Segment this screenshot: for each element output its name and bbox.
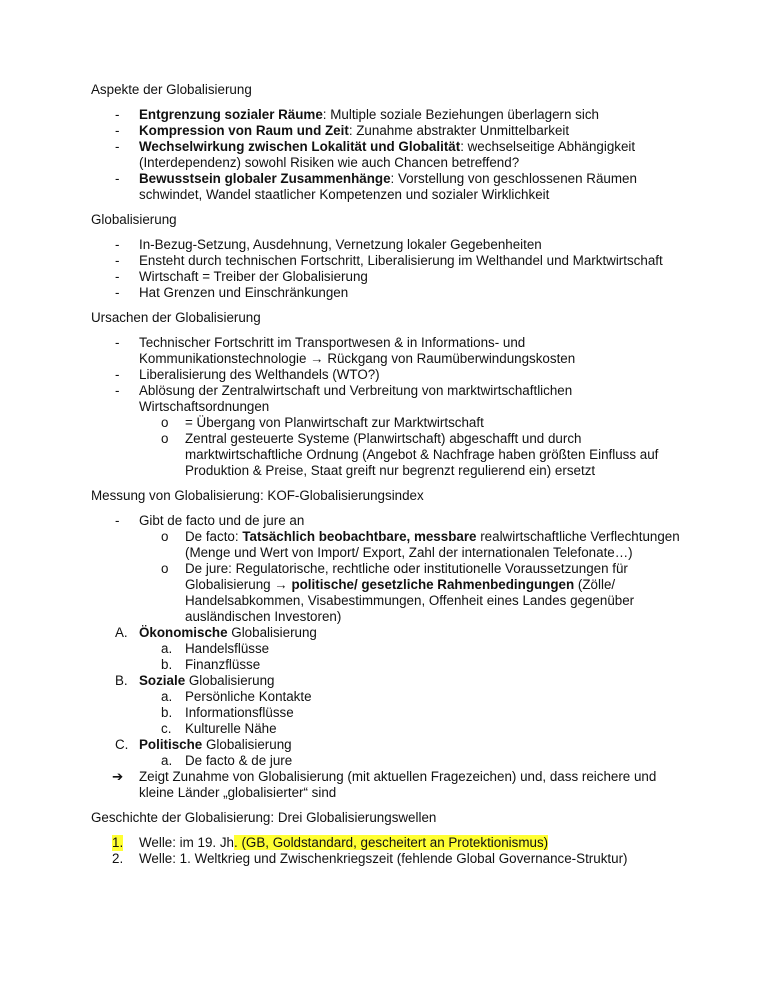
- section-geschichte: [91, 810, 691, 867]
- heading-messung: Messung von Globalisierung: KOF-Globalisierungsindex: [91, 488, 424, 503]
- sub-item: a. Handelsflüsse: [161, 641, 270, 656]
- list-item: - Wirtschaft = Treiber der Globalisierung: [115, 269, 368, 284]
- sub-item: a. De facto & de jure: [161, 753, 293, 768]
- dash-marker: -: [115, 335, 120, 350]
- alpha-item-c: C. Politische Globalisierung: [115, 737, 292, 752]
- sub-list-item: o De facto: Tatsächlich beobachtbare, messbare realwirtschaftliche Verflechtungen (Menge und Wert von Import/ Export, Zahl der internationalen Telefonate…): [161, 529, 680, 560]
- list-item: - Bewusstsein globaler Zusammenhänge: Vorstellung von geschlossenen Räumen schwindet, Wandel staatlicher Kompetenzen und sozialer Wirklichkeit: [115, 171, 637, 202]
- conclusion-item: ➔ Zeigt Zunahme von Globalisierung (mit aktuellen Fragezeichen) und, dass reichere und kleine Länder „globalisierter“ sind: [112, 769, 657, 800]
- dash-marker: -: [115, 383, 120, 398]
- list-item: - Wechselwirkung zwischen Lokalität und Globalität: wechselseitige Abhängigkeit (Interdependenz) sowohl Risiken wie auch Chancen betreffend?: [115, 139, 636, 170]
- sub-list-item: o De jure: Regulatorische, rechtliche oder institutionelle Voraussetzungen für Globalisierung → politische/ gesetzliche Rahmenbedingungen (Zölle/ Handelsabkommen, Visabestimmungen, Offenheit eines Landes gegenüber ausländischen Investoren): [161, 561, 635, 624]
- sub-item: c. Kulturelle Nähe: [161, 721, 277, 736]
- dash-marker: -: [115, 123, 120, 138]
- dash-marker: -: [115, 139, 120, 154]
- circle-bullet-icon: o: [161, 529, 169, 544]
- circle-bullet-icon: o: [161, 415, 169, 430]
- sub-item: b. Finanzflüsse: [161, 657, 261, 672]
- list-item: - In-Bezug-Setzung, Ausdehnung, Vernetzung lokaler Gegebenheiten: [115, 237, 542, 252]
- dash-marker: -: [115, 367, 120, 382]
- sub-item: b. Informationsflüsse: [161, 705, 294, 720]
- circle-bullet-icon: o: [161, 431, 169, 446]
- document-body: [91, 82, 691, 876]
- dash-marker: -: [115, 253, 120, 268]
- dash-marker: -: [115, 285, 120, 300]
- section-globalisierung: [91, 212, 691, 301]
- heading-geschichte: Geschichte der Globalisierung: Drei Globalisierungswellen: [91, 810, 437, 825]
- list-item: - Hat Grenzen und Einschränkungen: [115, 285, 349, 300]
- list-item: - Entgrenzung sozialer Räume: Multiple soziale Beziehungen überlagern sich: [115, 107, 599, 122]
- section-messung: [91, 488, 691, 801]
- arrow-icon: →: [310, 351, 324, 366]
- list-item: - Technischer Fortschritt im Transportwesen & in Informations- und Kommunikationstechnologie → Rückgang von Raumüberwindungskosten: [115, 335, 576, 366]
- arrow-bullet-icon: ➔: [112, 769, 124, 784]
- list-item: - Ablösung der Zentralwirtschaft und Verbreitung von marktwirtschaftlichen Wirtschaftsordnungen: [115, 383, 573, 414]
- circle-bullet-icon: o: [161, 561, 169, 576]
- alpha-item-a: A. Ökonomische Globalisierung: [115, 625, 317, 640]
- sub-list-item: o Zentral gesteuerte Systeme (Planwirtschaft) abgeschafft und durch marktwirtschaftliche Ordnung (Angebot & Nachfrage haben größten Einfluss auf Produktion & Preise, Staat greift nur begrenzt regulierend ein) ersetzt: [161, 431, 659, 478]
- dash-marker: -: [115, 269, 120, 284]
- highlighted-text: . (GB, Goldstandard, gescheitert an Protektionismus): [234, 835, 549, 850]
- list-item: - Kompression von Raum und Zeit: Zunahme abstrakter Unmittelbarkeit: [115, 123, 570, 138]
- arrow-icon: →: [274, 577, 288, 592]
- numbered-item-2: 2. Welle: 1. Weltkrieg und Zwischenkriegszeit (fehlende Global Governance-Struktur): [112, 851, 628, 866]
- section-aspekte: [91, 82, 691, 203]
- heading-ursachen: Ursachen der Globalisierung: [91, 310, 261, 325]
- heading-globalisierung: Globalisierung: [91, 212, 177, 227]
- dash-marker: -: [115, 171, 120, 186]
- dash-marker: -: [115, 237, 120, 252]
- list-item: - Ensteht durch technischen Fortschritt, Liberalisierung im Welthandel und Marktwirtschaft: [115, 253, 663, 268]
- list-item: - Gibt de facto und de jure an: [115, 513, 305, 528]
- dash-marker: -: [115, 107, 120, 122]
- list-item: - Liberalisierung des Welthandels (WTO?): [115, 367, 380, 382]
- numbered-item-1: 1. Welle: im 19. Jh. (GB, Goldstandard, gescheitert an Protektionismus): [112, 835, 549, 850]
- heading-aspekte: Aspekte der Globalisierung: [91, 82, 252, 97]
- sub-list-item: o = Übergang von Planwirtschaft zur Marktwirtschaft: [161, 415, 484, 430]
- section-ursachen: [91, 310, 691, 479]
- sub-item: a. Persönliche Kontakte: [161, 689, 312, 704]
- dash-marker: -: [115, 513, 120, 528]
- alpha-item-b: B. Soziale Globalisierung: [115, 673, 275, 688]
